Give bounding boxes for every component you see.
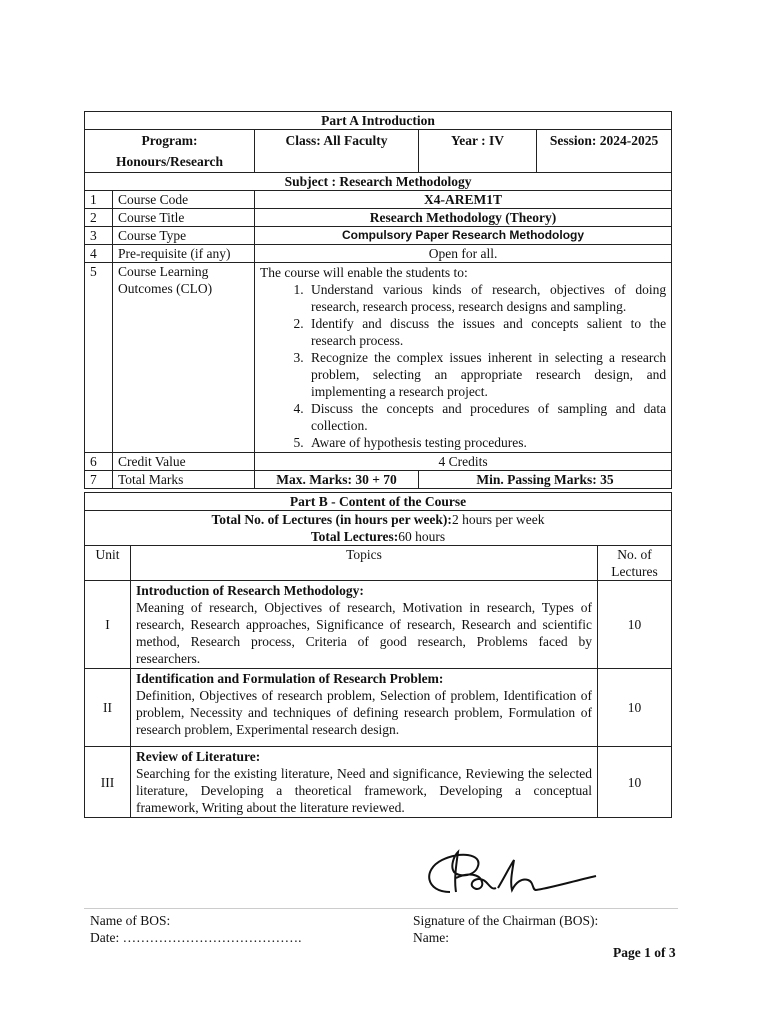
part-a-title: Part A Introduction	[85, 112, 672, 130]
lectures-week-label: Total No. of Lectures (in hours per week):	[211, 512, 452, 527]
list-item: 4. Discuss the concepts and procedures of sampling and data collection.	[307, 400, 666, 434]
unit-text: Definition, Objectives of research problem, Selection of problem, Identification of problem, Necessity and techniques of defining research problem, Formulation of research problem, Experimental research design.	[136, 688, 592, 737]
unit-text: Searching for the existing literature, Need and significance, Reviewing the selected literature, Developing a theoretical framework, Developing a conceptual framework, Writing about the literature reviewed.	[136, 766, 592, 815]
lectures-total-label: Total Lectures:	[310, 529, 399, 544]
lectures-total-value: 60 hours	[398, 529, 446, 544]
row-label: Course Code	[113, 191, 255, 209]
page-number: Page 1 of 3	[613, 945, 676, 960]
max-marks: Max. Marks: 30 + 70	[255, 471, 419, 489]
part-b-table	[84, 492, 672, 818]
column-header-topics: Topics	[131, 546, 598, 581]
credit-value: 4 Credits	[255, 453, 672, 471]
footer-divider	[84, 908, 678, 909]
unit-topics	[131, 747, 598, 818]
row-number: 2	[85, 209, 113, 227]
chairman-signature	[420, 848, 600, 898]
row-label: Pre-requisite (if any)	[113, 245, 255, 263]
date-label: Date: ………………………………….	[90, 930, 302, 945]
column-header-unit: Unit	[85, 546, 131, 581]
unit-text: Meaning of research, Objectives of research, Motivation in research, Types of research, Research approaches, Significance of research, Research and scientific method, Research process, Criteria of good research, Problems faced by researchers.	[136, 600, 592, 666]
row-number: 1	[85, 191, 113, 209]
program-cell: Program: Honours/Research	[85, 130, 255, 173]
row-label: Course Learning Outcomes (CLO)	[113, 263, 255, 453]
column-header-lectures: No. of Lectures	[598, 546, 672, 581]
lectures-summary	[85, 511, 672, 546]
row-number: 6	[85, 453, 113, 471]
bos-name-label: Name of BOS:	[90, 913, 171, 928]
min-passing-marks: Min. Passing Marks: 35	[419, 471, 672, 489]
subject-cell: Subject : Research Methodology	[85, 173, 672, 191]
table-row	[85, 263, 672, 453]
row-number: 7	[85, 471, 113, 489]
table-row	[85, 245, 672, 263]
unit-topics	[131, 581, 598, 669]
course-type-value: Compulsory Paper Research Methodology	[255, 227, 672, 245]
unit-number: II	[85, 669, 131, 747]
table-row	[85, 747, 672, 818]
unit-heading: Identification and Formulation of Research Problem:	[136, 671, 444, 686]
unit-number: I	[85, 581, 131, 669]
table-row	[85, 191, 672, 209]
session-cell: Session: 2024-2025	[537, 130, 672, 173]
clo-list	[260, 281, 666, 451]
class-text: Class: All Faculty	[285, 133, 388, 148]
prerequisite-value: Open for all.	[255, 245, 672, 263]
table-row	[85, 471, 672, 489]
course-code-value: X4-AREM1T	[255, 191, 672, 209]
clo-intro: The course will enable the students to:	[260, 265, 468, 280]
unit-lectures: 10	[598, 669, 672, 747]
list-item: 2. Identify and discuss the issues and concepts salient to the research process.	[307, 315, 666, 349]
row-label: Credit Value	[113, 453, 255, 471]
unit-lectures: 10	[598, 581, 672, 669]
unit-lectures: 10	[598, 747, 672, 818]
list-item: 3. Recognize the complex issues inherent in selecting a research problem, selecting an appropriate research design, and implementing a research project.	[307, 349, 666, 400]
table-row	[85, 453, 672, 471]
unit-topics	[131, 669, 598, 747]
unit-heading: Introduction of Research Methodology:	[136, 583, 364, 598]
signature-label: Signature of the Chairman (BOS):	[413, 913, 599, 928]
row-number: 4	[85, 245, 113, 263]
part-b-title: Part B - Content of the Course	[85, 493, 672, 511]
row-label: Total Marks	[113, 471, 255, 489]
row-number: 3	[85, 227, 113, 245]
class-cell	[255, 130, 419, 173]
year-cell: Year : IV	[419, 130, 537, 173]
list-item: 5. Aware of hypothesis testing procedures.	[307, 434, 666, 451]
table-row	[85, 581, 672, 669]
row-label: Course Title	[113, 209, 255, 227]
list-item: 1. Understand various kinds of research, objectives of doing research, research process, research designs and sampling.	[307, 281, 666, 315]
table-row	[85, 227, 672, 245]
name-label: Name:	[413, 930, 449, 945]
lectures-week-value: 2 hours per week	[451, 512, 545, 527]
unit-number: III	[85, 747, 131, 818]
row-number: 5	[85, 263, 113, 453]
clo-cell	[255, 263, 672, 453]
course-title-value: Research Methodology (Theory)	[255, 209, 672, 227]
part-a-table	[84, 111, 672, 489]
table-row	[85, 209, 672, 227]
table-row	[85, 669, 672, 747]
unit-heading: Review of Literature:	[136, 749, 261, 764]
row-label: Course Type	[113, 227, 255, 245]
